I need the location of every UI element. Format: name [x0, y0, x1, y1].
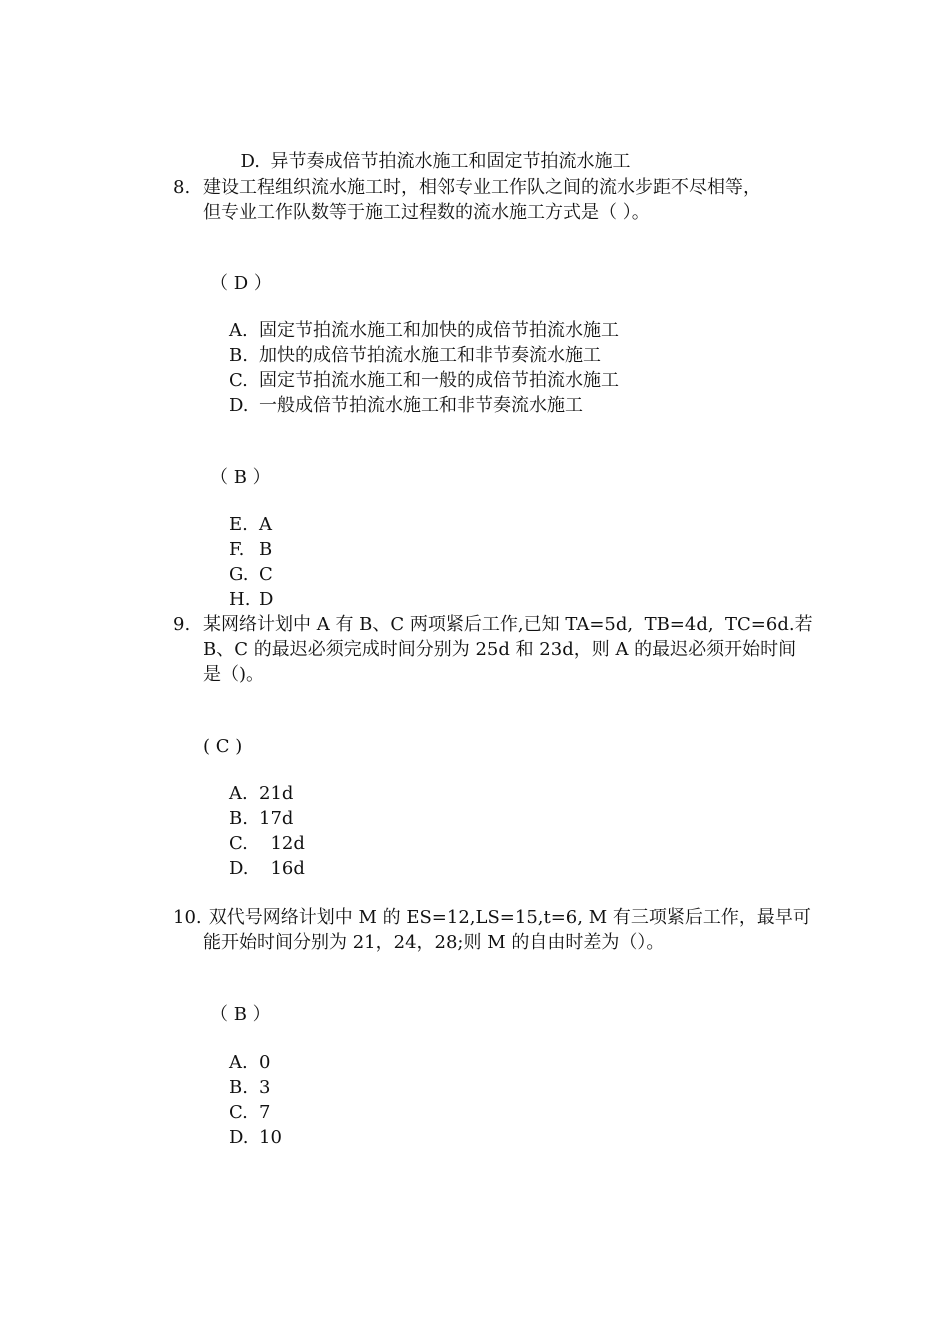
- answer-marker: （ D ）: [210, 273, 272, 294]
- option-text: 21d: [259, 783, 294, 804]
- option-item: [229, 831, 305, 856]
- option-text: 一般成倍节拍流水施工和非节奏流水施工: [259, 395, 583, 416]
- question-number: 10.: [173, 907, 202, 928]
- option-text: D: [259, 589, 274, 610]
- option-label: A.: [229, 320, 248, 341]
- option-text: 17d: [259, 808, 294, 829]
- option-item: [229, 1100, 270, 1125]
- option-text: 0: [259, 1052, 271, 1073]
- option-text: 7: [259, 1102, 271, 1123]
- question-number: 9.: [173, 614, 191, 635]
- option-label: A.: [229, 1052, 248, 1073]
- question-text-line: 是（)。: [203, 664, 265, 685]
- question-text-line: 某网络计划中 A 有 B、C 两项紧后工作,已知 TA=5d, TB=4d, TC=6d.若: [203, 614, 813, 635]
- option-label: C.: [229, 1102, 248, 1123]
- option-item: [229, 562, 273, 587]
- option-label: D.: [229, 858, 249, 879]
- option-label: E.: [229, 514, 248, 535]
- question-text-line: B、C 的最迟必须完成时间分别为 25d 和 23d，则 A 的最迟必须开始时间: [203, 639, 797, 660]
- option-item: [229, 393, 583, 418]
- question-text-line: 建设工程组织流水施工时，相邻专业工作队之间的流水步距不尽相等，: [203, 177, 761, 198]
- option-text: 10: [259, 1127, 282, 1148]
- option-item: [229, 1125, 282, 1150]
- option-text: 异节奏成倍节拍流水施工和固定节拍流水施工: [270, 151, 631, 172]
- answer-marker: （ B ）: [210, 1004, 271, 1025]
- option-item: [229, 368, 619, 393]
- option-item: [229, 537, 272, 562]
- option-item: [229, 806, 293, 831]
- option-item: [229, 781, 293, 806]
- option-item: [229, 318, 619, 343]
- option-label: B.: [229, 808, 248, 829]
- option-label: D.: [240, 151, 260, 172]
- option-item: [229, 512, 272, 537]
- option-item: [229, 1075, 270, 1100]
- option-item: [229, 124, 630, 174]
- option-label: D.: [229, 395, 249, 416]
- option-text: 12d: [259, 833, 305, 854]
- option-label: B.: [229, 345, 248, 366]
- option-text: 固定节拍流水施工和加快的成倍节拍流水施工: [259, 320, 619, 341]
- option-text: 加快的成倍节拍流水施工和非节奏流水施工: [259, 345, 601, 366]
- option-label: F.: [229, 539, 245, 560]
- option-label: D.: [229, 1127, 249, 1148]
- option-label: B.: [229, 1077, 248, 1098]
- option-text: A: [259, 514, 272, 535]
- answer-marker: （ B ）: [210, 467, 271, 488]
- option-text: B: [259, 539, 273, 560]
- question-text-line: 双代号网络计划中 M 的 ES=12,LS=15,t=6, M 有三项紧后工作，最早可: [203, 907, 811, 928]
- question-number: 8.: [173, 177, 191, 198]
- option-item: [229, 856, 305, 881]
- question-text-line: 能开始时间分别为 21，24，28;则 M 的自由时差为（）。: [203, 932, 665, 953]
- option-label: A.: [229, 783, 248, 804]
- option-text: C: [259, 564, 273, 585]
- option-item: [229, 343, 601, 368]
- option-item: [229, 587, 273, 612]
- option-text: 3: [259, 1077, 271, 1098]
- option-label: G.: [229, 564, 249, 585]
- option-label: C.: [229, 370, 248, 391]
- question-text-line: 但专业工作队数等于施工过程数的流水施工方式是（ ）。: [203, 202, 650, 223]
- answer-marker: ( C ): [203, 736, 243, 757]
- option-text: 16d: [259, 858, 305, 879]
- option-text: 固定节拍流水施工和一般的成倍节拍流水施工: [259, 370, 619, 391]
- option-label: C.: [229, 833, 248, 854]
- option-label: H.: [229, 589, 251, 610]
- option-item: [229, 1050, 270, 1075]
